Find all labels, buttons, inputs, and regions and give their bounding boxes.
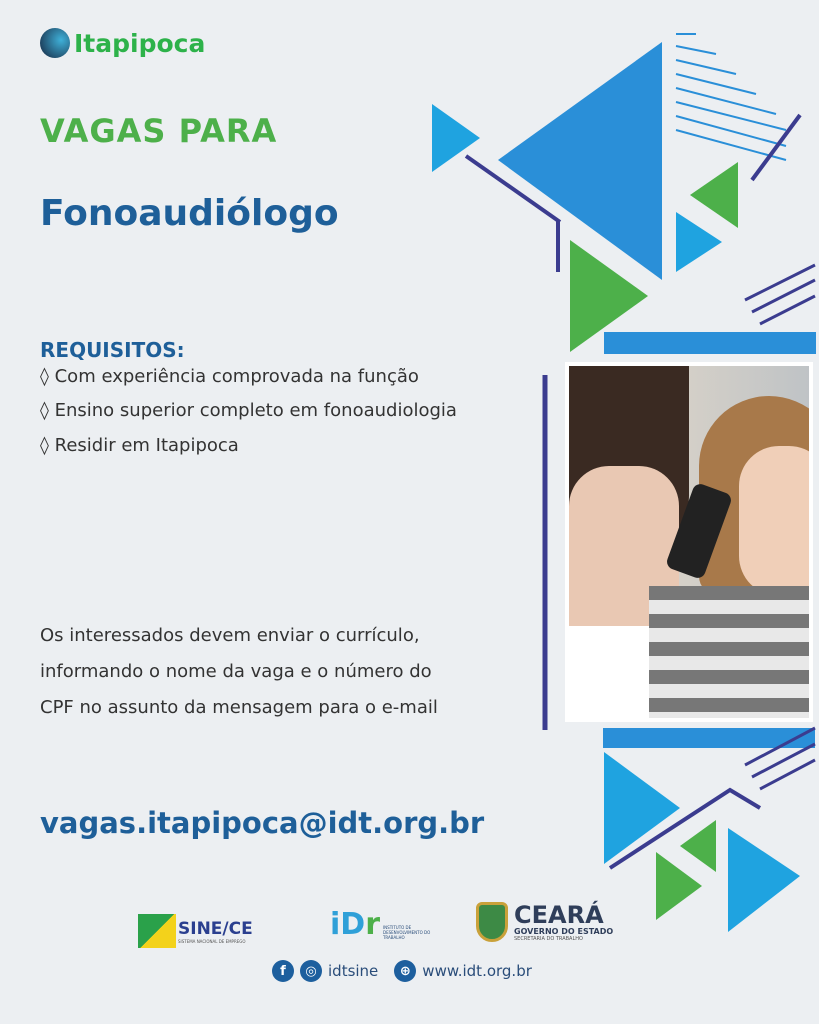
idt-logo: iDr INSTITUTO DE DESENVOLVIMENTO DO TRABALHO <box>330 907 431 942</box>
triangle-shape <box>690 162 738 228</box>
requirements-title: REQUISITOS: <box>40 338 185 362</box>
instagram-icon[interactable]: ◎ <box>300 960 322 982</box>
social-handle[interactable]: idtsine <box>328 962 379 980</box>
photo-ear-exam <box>565 362 813 722</box>
globe-icon: ⊕ <box>394 960 416 982</box>
application-instructions: Os interessados devem enviar o currículo, informando o nome da vaga e o número do CPF no assunto da mensagem para o e-mail <box>40 625 438 718</box>
triangle-shape <box>656 852 702 920</box>
facebook-icon[interactable]: f <box>272 960 294 982</box>
brand-name: Itapipoca <box>74 28 206 58</box>
sine-ce-logo: SINE/CE SISTEMA NACIONAL DE EMPREGO <box>138 914 253 948</box>
requirement-item: ◊ Com experiência comprovada na função <box>40 366 419 387</box>
triangle-shape <box>676 212 722 272</box>
requirement-item: ◊ Residir em Itapipoca <box>40 435 239 456</box>
contact-email[interactable]: vagas.itapipoca@idt.org.br <box>40 806 485 840</box>
ceara-logo: CEARÁ GOVERNO DO ESTADO SECRETARIA DO TRABALHO <box>476 902 613 942</box>
website-link[interactable]: www.idt.org.br <box>422 962 532 980</box>
job-title: Fonoaudiólogo <box>40 193 339 234</box>
requirement-item: ◊ Ensino superior completo em fonoaudiologia <box>40 400 457 421</box>
triangle-shape <box>498 42 662 280</box>
vagas-para-heading: VAGAS PARA <box>40 112 278 150</box>
ceara-crest-icon <box>476 902 508 942</box>
triangle-shape <box>680 820 716 872</box>
triangle-shape <box>728 828 800 932</box>
footer-contacts <box>272 960 532 982</box>
